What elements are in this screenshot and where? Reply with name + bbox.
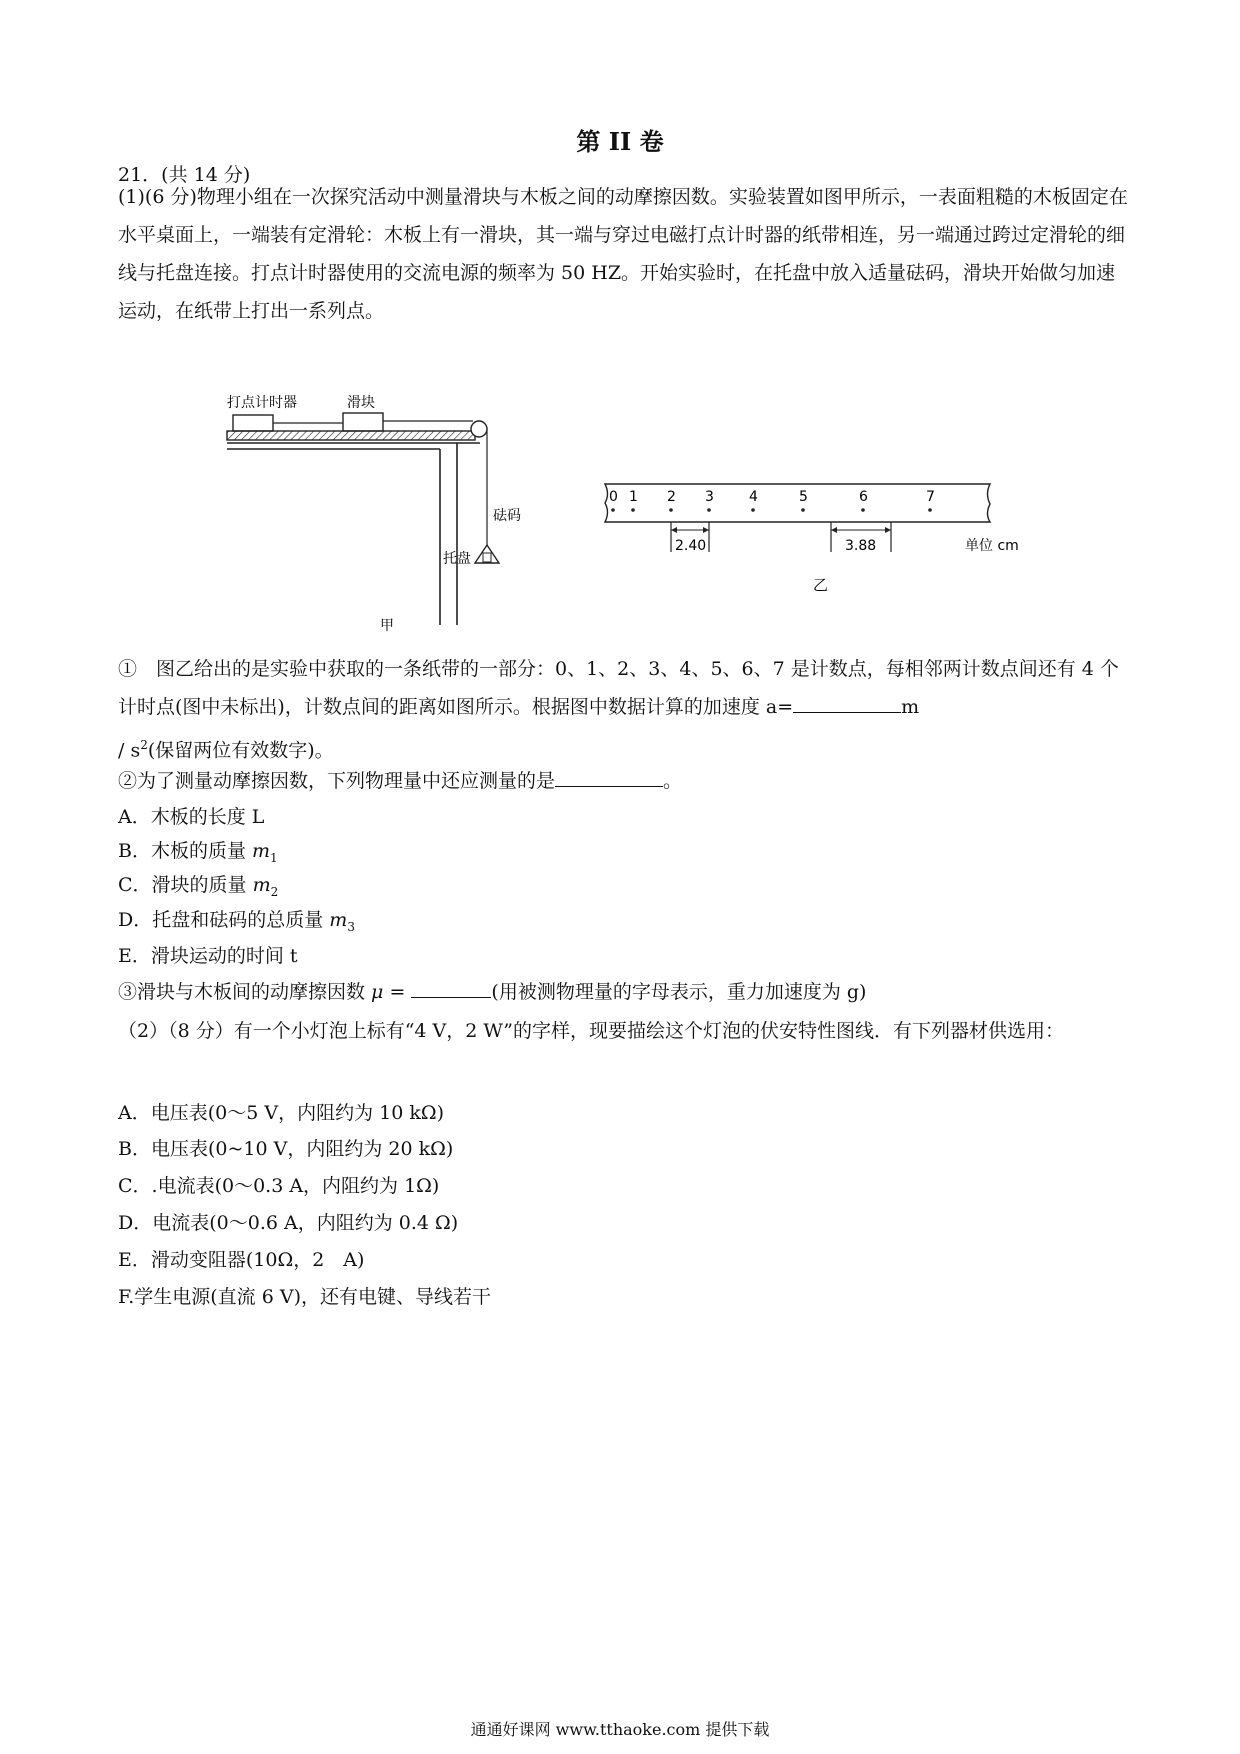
device-option-d: D．电流表(0～0.6 A，内阻约为 0.4 Ω) <box>118 1212 459 1234</box>
tape-point-label: 1 <box>629 489 638 505</box>
tape-point-dot <box>751 508 755 512</box>
footer-credit: 通通好课网 www.tthaoke.com 提供下载 <box>470 1720 770 1739</box>
tape-point-dot <box>861 508 865 512</box>
label-timer: 打点计时器 <box>227 395 297 411</box>
answer-blank-acceleration[interactable] <box>793 692 901 713</box>
label-tray: 托盘 <box>443 551 471 567</box>
q2-text: ②为了测量动摩擦因数，下列物理量中还应测量的是 。 <box>118 766 682 793</box>
answer-blank-mu[interactable] <box>411 977 491 998</box>
figure-yi-tape <box>595 470 1035 595</box>
tape-point-dot <box>611 508 615 512</box>
tape-point-dot <box>631 508 635 512</box>
tape-point-label: 6 <box>859 489 868 505</box>
section-title: 第 II 卷 <box>576 127 664 156</box>
option-b: B．木板的质量 $m_1$ <box>118 840 278 865</box>
timer-shape <box>233 415 273 431</box>
device-option-f: F.学生电源(直流 6 V)，还有电键、导线若干 <box>118 1286 491 1308</box>
caption-yi: 乙 <box>813 576 829 594</box>
part2-intro: （2）（8 分）有一个小灯泡上标有“4 V，2 W”的字样，现要描绘这个灯泡的伏安特性图线．有下列器材供选用： <box>118 1020 1065 1042</box>
tape-point-dot <box>928 508 932 512</box>
question-21-header: 21．(共 14 分) <box>118 164 251 186</box>
tape-point-label: 3 <box>705 489 714 505</box>
label-weights: 砝码 <box>493 508 521 524</box>
tape-point-dot <box>801 508 805 512</box>
option-d: D．托盘和砝码的总质量 $m_3$ <box>118 909 355 934</box>
tape-point-label: 5 <box>799 489 808 505</box>
distance-2-3: 2.40 <box>675 538 707 554</box>
tape-point-label: 4 <box>749 489 758 505</box>
tape-point-label: 0 <box>609 489 618 505</box>
wooden-board <box>227 431 475 440</box>
tape-point-label: 7 <box>926 489 935 505</box>
label-slider: 滑块 <box>347 395 375 411</box>
pulley <box>471 421 487 437</box>
tape-point-dot <box>669 508 673 512</box>
distance-5-6: 3.88 <box>845 538 877 554</box>
caption-jia: 甲 <box>380 618 394 634</box>
q1-text: ① 图乙给出的是实验中获取的一条纸带的一部分：0、1、2、3、4、5、6、7 是计数点，每相邻两计数点间还有 4 个计时点(图中未标出)，计数点间的距离如图所示。根据图中数据计算的加速度 a= m / $s^2$(保留两位有效数字)。 <box>118 658 1119 762</box>
device-option-b: B．电压表(0~10 V，内阻约为 20 kΩ) <box>118 1138 454 1160</box>
option-a: A．木板的长度 L <box>118 806 265 828</box>
unit-label: 单位 cm <box>965 538 1019 554</box>
q3-text: ③滑块与木板间的动摩擦因数 μ = (用被测物理量的字母表示，重力加速度为 g) <box>118 977 866 1004</box>
tape-point-dot <box>707 508 711 512</box>
option-e: E．滑块运动的时间 t <box>118 945 298 967</box>
option-c: C．滑块的质量 $m_2$ <box>118 874 279 899</box>
figure-jia-apparatus <box>225 385 575 635</box>
device-option-c: C．.电流表(0～0.3 A，内阻约为 1Ω) <box>118 1175 440 1197</box>
device-option-a: A．电压表(0～5 V，内阻约为 10 kΩ) <box>118 1102 445 1124</box>
answer-blank-quantities[interactable] <box>555 766 663 787</box>
device-option-e: E．滑动变阻器(10Ω，2 A) <box>118 1249 365 1271</box>
tape-point-label: 2 <box>667 489 676 505</box>
part1-intro: (1)(6 分)物理小组在一次探究活动中测量滑块与木板之间的动摩擦因数。实验装置如图甲所示，一表面粗糙的木板固定在水平桌面上，一端装有定滑轮：木板上有一滑块，其一端与穿过电磁打点计时器的纸带相连，另一端通过跨过定滑轮的细线与托盘连接。打点计时器使用的交流电源的频率为 50 HZ。开始实验时，在托盘中放入适量砝码，滑块开始做匀加速运动，在纸带上打出一系列点。 <box>118 186 1128 322</box>
slider-block <box>343 413 383 431</box>
